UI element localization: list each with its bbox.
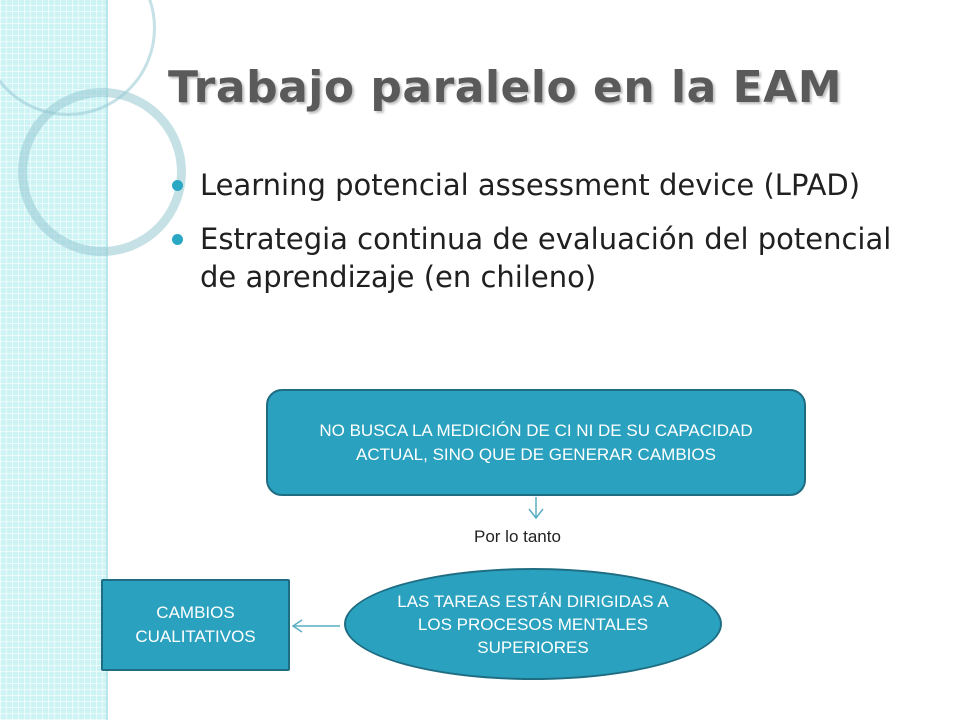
diagram-box-left xyxy=(101,579,290,671)
bullet-text: Estrategia continua de evaluación del potencial de aprendizaje (en chileno) xyxy=(200,222,892,294)
diagram-ellipse xyxy=(344,568,722,680)
slide-title: Trabajo paralelo en la EAM xyxy=(168,62,842,113)
diagram-box-top xyxy=(266,389,806,496)
diagram-box-left-text: CAMBIOS CUALITATIVOS xyxy=(135,603,256,646)
connector-label: Por lo tanto xyxy=(474,527,561,546)
bullet-text: Learning potencial assessment device (LPAD) xyxy=(200,168,861,202)
diagram-ellipse-text: LAS TAREAS ESTÁN DIRIGIDAS A LOS PROCESOS MENTALES SUPERIORES xyxy=(397,591,669,657)
diagram-box-top-text: NO BUSCA LA MEDICIÓN DE CI NI DE SU CAPACIDAD ACTUAL, SINO QUE DE GENERAR CAMBIOS xyxy=(319,420,753,464)
